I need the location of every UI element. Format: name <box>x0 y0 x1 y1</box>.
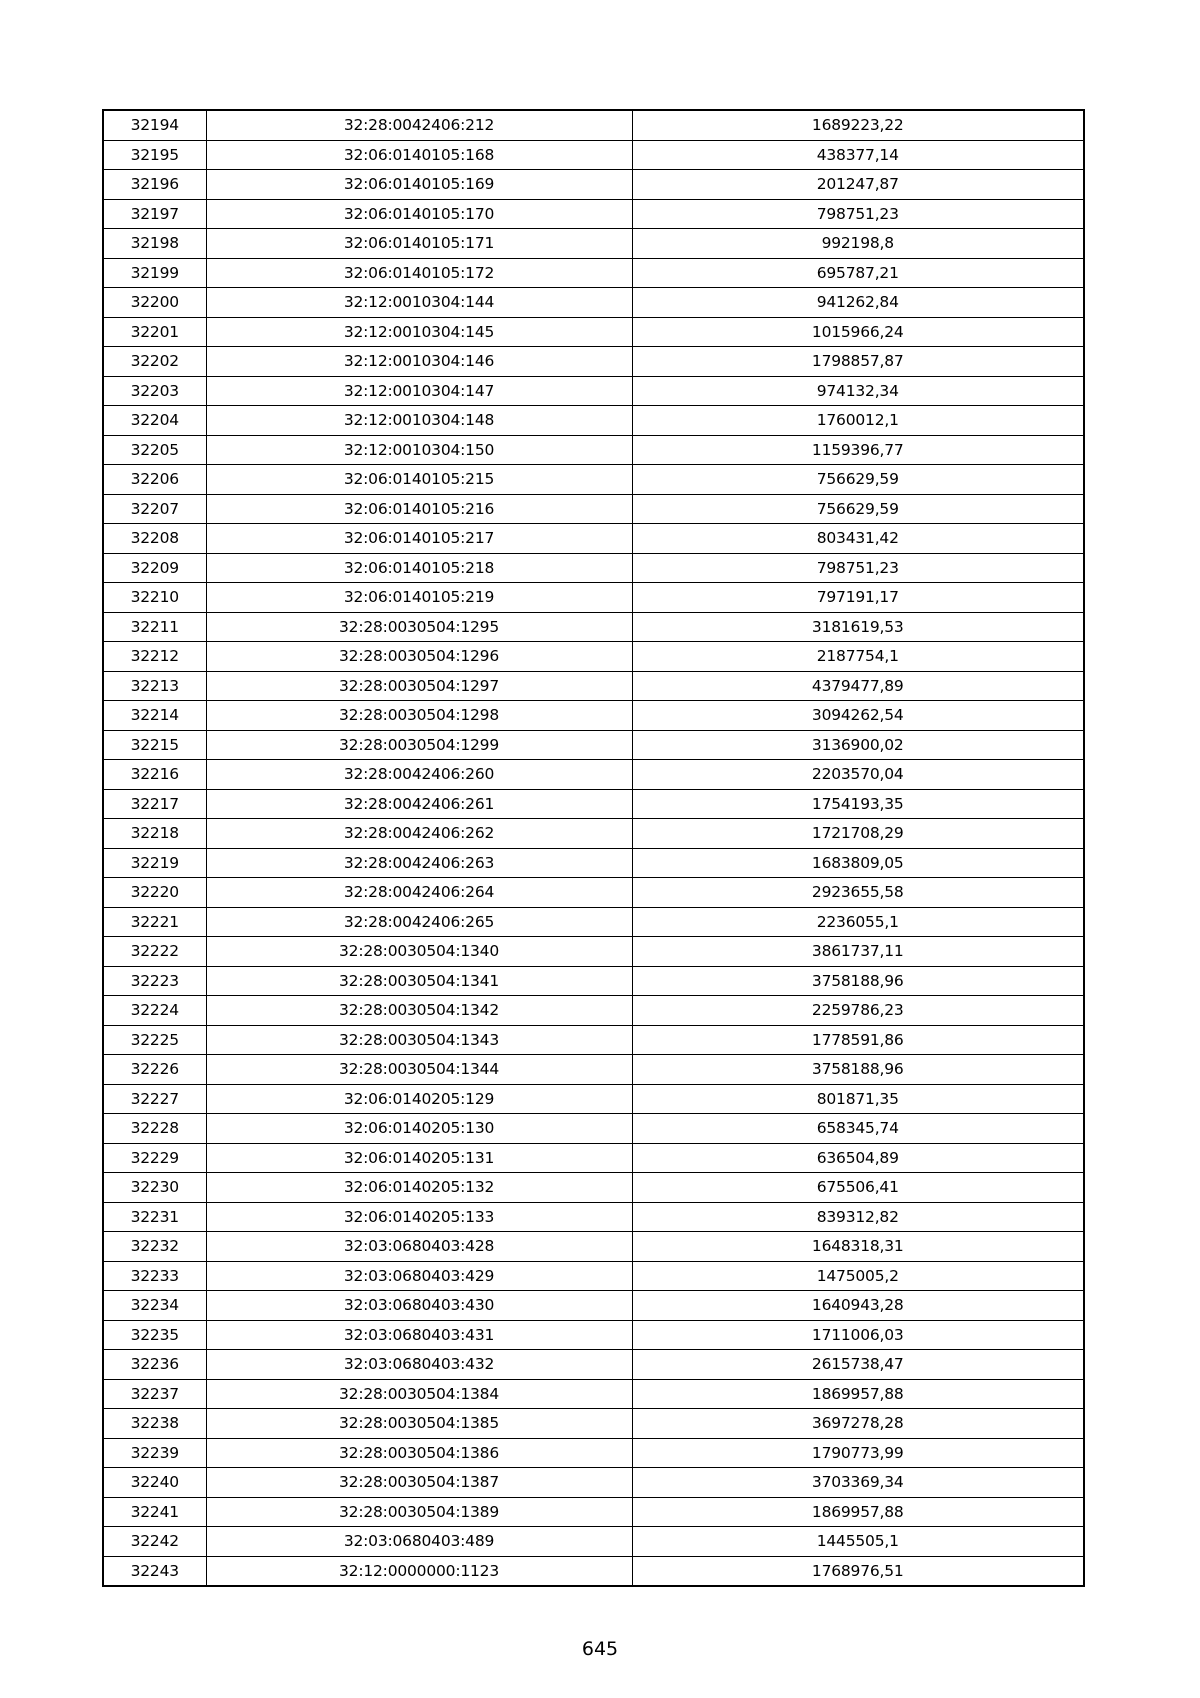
value-cell: 803431,42 <box>632 524 1084 554</box>
row-number-cell: 32230 <box>103 1173 206 1203</box>
row-number-cell: 32204 <box>103 406 206 436</box>
row-number-cell: 32240 <box>103 1468 206 1498</box>
row-number-cell: 32198 <box>103 229 206 259</box>
row-number-cell: 32208 <box>103 524 206 554</box>
table-row <box>103 612 1084 642</box>
value-cell: 658345,74 <box>632 1114 1084 1144</box>
value-cell: 2615738,47 <box>632 1350 1084 1380</box>
value-cell: 1640943,28 <box>632 1291 1084 1321</box>
value-cell: 756629,59 <box>632 465 1084 495</box>
cadastral-number-cell: 32:28:0042406:265 <box>206 907 632 937</box>
table-row <box>103 789 1084 819</box>
row-number-cell: 32200 <box>103 288 206 318</box>
row-number-cell: 32206 <box>103 465 206 495</box>
cadastral-number-cell: 32:03:0680403:432 <box>206 1350 632 1380</box>
cadastral-number-cell: 32:06:0140205:133 <box>206 1202 632 1232</box>
value-cell: 1754193,35 <box>632 789 1084 819</box>
table-row <box>103 435 1084 465</box>
row-number-cell: 32195 <box>103 140 206 170</box>
table-row <box>103 1468 1084 1498</box>
table-row <box>103 701 1084 731</box>
table-row <box>103 1497 1084 1527</box>
row-number-cell: 32223 <box>103 966 206 996</box>
table-row <box>103 465 1084 495</box>
row-number-cell: 32216 <box>103 760 206 790</box>
table-row <box>103 1556 1084 1586</box>
page-number: 645 <box>581 1638 619 1660</box>
cadastral-number-cell: 32:28:0030504:1295 <box>206 612 632 642</box>
table-row <box>103 1025 1084 1055</box>
value-cell: 2923655,58 <box>632 878 1084 908</box>
row-number-cell: 32232 <box>103 1232 206 1262</box>
cadastral-number-cell: 32:03:0680403:489 <box>206 1527 632 1557</box>
value-cell: 756629,59 <box>632 494 1084 524</box>
value-cell: 3703369,34 <box>632 1468 1084 1498</box>
cadastral-number-cell: 32:06:0140105:172 <box>206 258 632 288</box>
value-cell: 2203570,04 <box>632 760 1084 790</box>
value-cell: 1159396,77 <box>632 435 1084 465</box>
value-cell: 1475005,2 <box>632 1261 1084 1291</box>
table-row <box>103 819 1084 849</box>
cadastral-number-cell: 32:06:0140105:215 <box>206 465 632 495</box>
cadastral-number-cell: 32:12:0010304:148 <box>206 406 632 436</box>
cadastral-number-cell: 32:28:0030504:1296 <box>206 642 632 672</box>
table-row <box>103 258 1084 288</box>
cadastral-number-cell: 32:06:0140105:219 <box>206 583 632 613</box>
table-row <box>103 110 1084 140</box>
value-cell: 1760012,1 <box>632 406 1084 436</box>
table-row <box>103 966 1084 996</box>
row-number-cell: 32228 <box>103 1114 206 1144</box>
table-row <box>103 199 1084 229</box>
row-number-cell: 32215 <box>103 730 206 760</box>
table-row <box>103 1320 1084 1350</box>
cadastral-number-cell: 32:28:0042406:212 <box>206 110 632 140</box>
row-number-cell: 32211 <box>103 612 206 642</box>
table-row <box>103 1409 1084 1439</box>
row-number-cell: 32238 <box>103 1409 206 1439</box>
table-row <box>103 1379 1084 1409</box>
row-number-cell: 32243 <box>103 1556 206 1586</box>
row-number-cell: 32207 <box>103 494 206 524</box>
value-cell: 1790773,99 <box>632 1438 1084 1468</box>
cadastral-number-cell: 32:03:0680403:430 <box>206 1291 632 1321</box>
table-row <box>103 760 1084 790</box>
row-number-cell: 32231 <box>103 1202 206 1232</box>
row-number-cell: 32196 <box>103 170 206 200</box>
value-cell: 2259786,23 <box>632 996 1084 1026</box>
row-number-cell: 32229 <box>103 1143 206 1173</box>
row-number-cell: 32241 <box>103 1497 206 1527</box>
value-cell: 3697278,28 <box>632 1409 1084 1439</box>
row-number-cell: 32201 <box>103 317 206 347</box>
cadastral-number-cell: 32:28:0030504:1389 <box>206 1497 632 1527</box>
table-row <box>103 1438 1084 1468</box>
table-row <box>103 996 1084 1026</box>
cadastral-number-cell: 32:06:0140105:171 <box>206 229 632 259</box>
table-row <box>103 642 1084 672</box>
cadastral-number-cell: 32:28:0030504:1387 <box>206 1468 632 1498</box>
row-number-cell: 32213 <box>103 671 206 701</box>
table-row <box>103 376 1084 406</box>
value-cell: 941262,84 <box>632 288 1084 318</box>
row-number-cell: 32212 <box>103 642 206 672</box>
cadastral-number-cell: 32:06:0140105:216 <box>206 494 632 524</box>
table-row <box>103 878 1084 908</box>
table-row <box>103 494 1084 524</box>
cadastral-number-cell: 32:06:0140105:170 <box>206 199 632 229</box>
value-cell: 1711006,03 <box>632 1320 1084 1350</box>
value-cell: 1869957,88 <box>632 1497 1084 1527</box>
cadastral-number-cell: 32:28:0030504:1384 <box>206 1379 632 1409</box>
cadastral-number-cell: 32:03:0680403:431 <box>206 1320 632 1350</box>
cadastral-number-cell: 32:28:0030504:1340 <box>206 937 632 967</box>
cadastral-number-cell: 32:12:0010304:145 <box>206 317 632 347</box>
cadastral-number-cell: 32:28:0030504:1298 <box>206 701 632 731</box>
cadastral-number-cell: 32:28:0042406:262 <box>206 819 632 849</box>
value-cell: 1648318,31 <box>632 1232 1084 1262</box>
value-cell: 3181619,53 <box>632 612 1084 642</box>
cadastral-number-cell: 32:12:0010304:150 <box>206 435 632 465</box>
value-cell: 974132,34 <box>632 376 1084 406</box>
cadastral-number-cell: 32:28:0042406:263 <box>206 848 632 878</box>
table-row <box>103 937 1084 967</box>
row-number-cell: 32226 <box>103 1055 206 1085</box>
table-row <box>103 1055 1084 1085</box>
value-cell: 636504,89 <box>632 1143 1084 1173</box>
table-row <box>103 288 1084 318</box>
cadastral-number-cell: 32:28:0030504:1385 <box>206 1409 632 1439</box>
row-number-cell: 32209 <box>103 553 206 583</box>
table-row <box>103 1202 1084 1232</box>
row-number-cell: 32233 <box>103 1261 206 1291</box>
row-number-cell: 32217 <box>103 789 206 819</box>
value-cell: 3094262,54 <box>632 701 1084 731</box>
cadastral-number-cell: 32:28:0030504:1343 <box>206 1025 632 1055</box>
row-number-cell: 32225 <box>103 1025 206 1055</box>
value-cell: 695787,21 <box>632 258 1084 288</box>
cadastral-number-cell: 32:28:0042406:260 <box>206 760 632 790</box>
cadastral-number-cell: 32:12:0010304:144 <box>206 288 632 318</box>
row-number-cell: 32214 <box>103 701 206 731</box>
cadastral-number-cell: 32:12:0010304:146 <box>206 347 632 377</box>
value-cell: 3758188,96 <box>632 966 1084 996</box>
value-cell: 3136900,02 <box>632 730 1084 760</box>
cadastral-number-cell: 32:28:0030504:1299 <box>206 730 632 760</box>
table-row <box>103 140 1084 170</box>
cadastral-number-cell: 32:06:0140105:218 <box>206 553 632 583</box>
table-row <box>103 1232 1084 1262</box>
table-row <box>103 730 1084 760</box>
cadastral-number-cell: 32:03:0680403:428 <box>206 1232 632 1262</box>
cadastral-number-cell: 32:06:0140105:217 <box>206 524 632 554</box>
table-row <box>103 317 1084 347</box>
value-cell: 839312,82 <box>632 1202 1084 1232</box>
cadastral-number-cell: 32:06:0140205:129 <box>206 1084 632 1114</box>
row-number-cell: 32222 <box>103 937 206 967</box>
cadastral-number-cell: 32:28:0030504:1386 <box>206 1438 632 1468</box>
cadastral-number-cell: 32:28:0042406:264 <box>206 878 632 908</box>
cadastral-number-cell: 32:28:0030504:1341 <box>206 966 632 996</box>
cadastral-number-cell: 32:28:0030504:1342 <box>206 996 632 1026</box>
table-row <box>103 1084 1084 1114</box>
cadastral-number-cell: 32:12:0000000:1123 <box>206 1556 632 1586</box>
value-cell: 798751,23 <box>632 553 1084 583</box>
row-number-cell: 32242 <box>103 1527 206 1557</box>
row-number-cell: 32234 <box>103 1291 206 1321</box>
row-number-cell: 32218 <box>103 819 206 849</box>
row-number-cell: 32202 <box>103 347 206 377</box>
cadastral-number-cell: 32:06:0140205:131 <box>206 1143 632 1173</box>
value-cell: 3861737,11 <box>632 937 1084 967</box>
table-row <box>103 553 1084 583</box>
value-cell: 3758188,96 <box>632 1055 1084 1085</box>
value-cell: 1721708,29 <box>632 819 1084 849</box>
value-cell: 1015966,24 <box>632 317 1084 347</box>
value-cell: 675506,41 <box>632 1173 1084 1203</box>
value-cell: 4379477,89 <box>632 671 1084 701</box>
cadastral-number-cell: 32:06:0140105:168 <box>206 140 632 170</box>
table-row <box>103 671 1084 701</box>
table-row <box>103 907 1084 937</box>
value-cell: 1768976,51 <box>632 1556 1084 1586</box>
table-row <box>103 170 1084 200</box>
row-number-cell: 32199 <box>103 258 206 288</box>
row-number-cell: 32235 <box>103 1320 206 1350</box>
row-number-cell: 32224 <box>103 996 206 1026</box>
cadastral-number-cell: 32:03:0680403:429 <box>206 1261 632 1291</box>
cadastral-number-cell: 32:28:0030504:1344 <box>206 1055 632 1085</box>
value-cell: 1683809,05 <box>632 848 1084 878</box>
table-row <box>103 1291 1084 1321</box>
value-cell: 1778591,86 <box>632 1025 1084 1055</box>
value-cell: 798751,23 <box>632 199 1084 229</box>
table-row <box>103 1173 1084 1203</box>
value-cell: 1689223,22 <box>632 110 1084 140</box>
table-row <box>103 229 1084 259</box>
row-number-cell: 32194 <box>103 110 206 140</box>
value-cell: 801871,35 <box>632 1084 1084 1114</box>
table-row <box>103 524 1084 554</box>
row-number-cell: 32197 <box>103 199 206 229</box>
table-row <box>103 583 1084 613</box>
table-row <box>103 406 1084 436</box>
row-number-cell: 32237 <box>103 1379 206 1409</box>
row-number-cell: 32203 <box>103 376 206 406</box>
value-cell: 992198,8 <box>632 229 1084 259</box>
cadastral-number-cell: 32:28:0030504:1297 <box>206 671 632 701</box>
value-cell: 797191,17 <box>632 583 1084 613</box>
row-number-cell: 32239 <box>103 1438 206 1468</box>
row-number-cell: 32227 <box>103 1084 206 1114</box>
row-number-cell: 32236 <box>103 1350 206 1380</box>
value-cell: 1798857,87 <box>632 347 1084 377</box>
table-row <box>103 1527 1084 1557</box>
table-row <box>103 848 1084 878</box>
table-row <box>103 1350 1084 1380</box>
value-cell: 201247,87 <box>632 170 1084 200</box>
value-cell: 2236055,1 <box>632 907 1084 937</box>
table-row <box>103 347 1084 377</box>
table-row <box>103 1261 1084 1291</box>
value-cell: 438377,14 <box>632 140 1084 170</box>
cadastral-number-cell: 32:06:0140205:132 <box>206 1173 632 1203</box>
cadastral-table <box>102 109 1085 1587</box>
table-body <box>103 110 1084 1586</box>
value-cell: 2187754,1 <box>632 642 1084 672</box>
cadastral-number-cell: 32:28:0042406:261 <box>206 789 632 819</box>
table-row <box>103 1143 1084 1173</box>
cadastral-number-cell: 32:06:0140205:130 <box>206 1114 632 1144</box>
table-row <box>103 1114 1084 1144</box>
cadastral-number-cell: 32:12:0010304:147 <box>206 376 632 406</box>
row-number-cell: 32205 <box>103 435 206 465</box>
row-number-cell: 32210 <box>103 583 206 613</box>
value-cell: 1869957,88 <box>632 1379 1084 1409</box>
row-number-cell: 32219 <box>103 848 206 878</box>
row-number-cell: 32220 <box>103 878 206 908</box>
cadastral-number-cell: 32:06:0140105:169 <box>206 170 632 200</box>
value-cell: 1445505,1 <box>632 1527 1084 1557</box>
row-number-cell: 32221 <box>103 907 206 937</box>
